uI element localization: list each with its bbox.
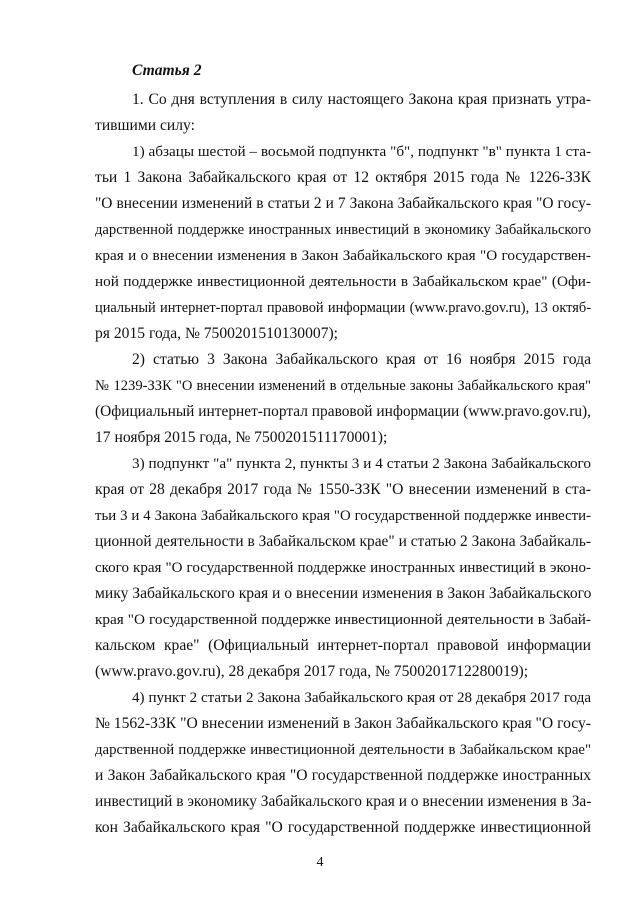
text-line: ря 2015 года, № 7500201510130007); — [95, 325, 339, 342]
text-line: 1. Со дня вступления в силу настоящего Закона края признать утра- — [132, 91, 591, 108]
text-line: 3) подпункт "а" пункта 2, пункты 3 и 4 статьи 2 Закона Забайкальского — [132, 455, 591, 472]
text-line: и Закон Забайкальского края "О государственной поддержке иностранных — [95, 767, 591, 784]
text-line: кон Забайкальского края "О государственной поддержке инвестиционной — [95, 819, 591, 836]
text-line: тьи 1 Закона Забайкальского края от 12 октября 2015 года № 1226-ЗЗК — [95, 169, 591, 186]
page-number: 4 — [316, 855, 324, 870]
text-line: края от 28 декабря 2017 года № 1550-ЗЗК "О внесении изменений в ста- — [95, 481, 591, 498]
text-line: № 1562-ЗЗК "О внесении изменений в Закон Забайкальского края "О госу- — [95, 715, 591, 732]
text-line: дарственной поддержке инвестиционной деятельности в Забайкальском крае" — [95, 742, 591, 758]
text-line: мику Забайкальского края и о внесении изменения в Закон Забайкальского — [95, 585, 592, 602]
text-line: инвестиций в экономику Забайкальского края и о внесении изменения в За- — [95, 793, 592, 810]
text-line: тившими силу: — [95, 117, 195, 134]
text-line: "О внесении изменений в статьи 2 и 7 Закона Забайкальского края "О госу- — [95, 195, 591, 212]
text-line: 17 ноября 2015 года, № 7500201511170001); — [95, 429, 388, 446]
text-line: ционной деятельности в Забайкальском крае" и статью 2 Закона Забайкаль- — [95, 533, 591, 550]
article-heading: Статья 2 — [132, 62, 202, 79]
text-line: (Официальный интернет-портал правовой информации (www.pravo.gov.ru), — [95, 403, 591, 420]
text-line: 4) пункт 2 статьи 2 Закона Забайкальского края от 28 декабря 2017 года — [132, 690, 591, 706]
text-line: кальском крае" (Официальный интернет-портал правовой информации — [95, 637, 591, 654]
text-line: края и о внесении изменения в Закон Забайкальского края "О государствен- — [95, 247, 591, 264]
text-line: 2) статью 3 Закона Забайкальского края от 16 ноября 2015 года — [132, 351, 591, 368]
text-line: 1) абзацы шестой – восьмой подпункта "б", подпункт "в" пункта 1 ста- — [132, 143, 591, 160]
text-line: ского края "О государственной поддержке иностранных инвестиций в эконо- — [95, 560, 591, 576]
text-line: дарственной поддержке иностранных инвестиций в экономику Забайкальского — [95, 222, 591, 238]
text-line: циальный интернет-портал правовой информации (www.pravo.gov.ru), 13 октяб- — [95, 300, 591, 316]
text-line: № 1239-ЗЗК "О внесении изменений в отдельные законы Забайкальского края" — [95, 378, 591, 394]
text-line: (www.pravo.gov.ru), 28 декабря 2017 года, № 7500201712280019); — [95, 663, 529, 680]
text-line: ной поддержке инвестиционной деятельности в Забайкальском крае" (Офи- — [95, 273, 591, 290]
text-line: тьи 3 и 4 Закона Забайкальского края "О государственной поддержке инвести- — [95, 508, 591, 524]
text-line: края "О государственной поддержке инвестиционной деятельности в Забай- — [95, 611, 591, 628]
